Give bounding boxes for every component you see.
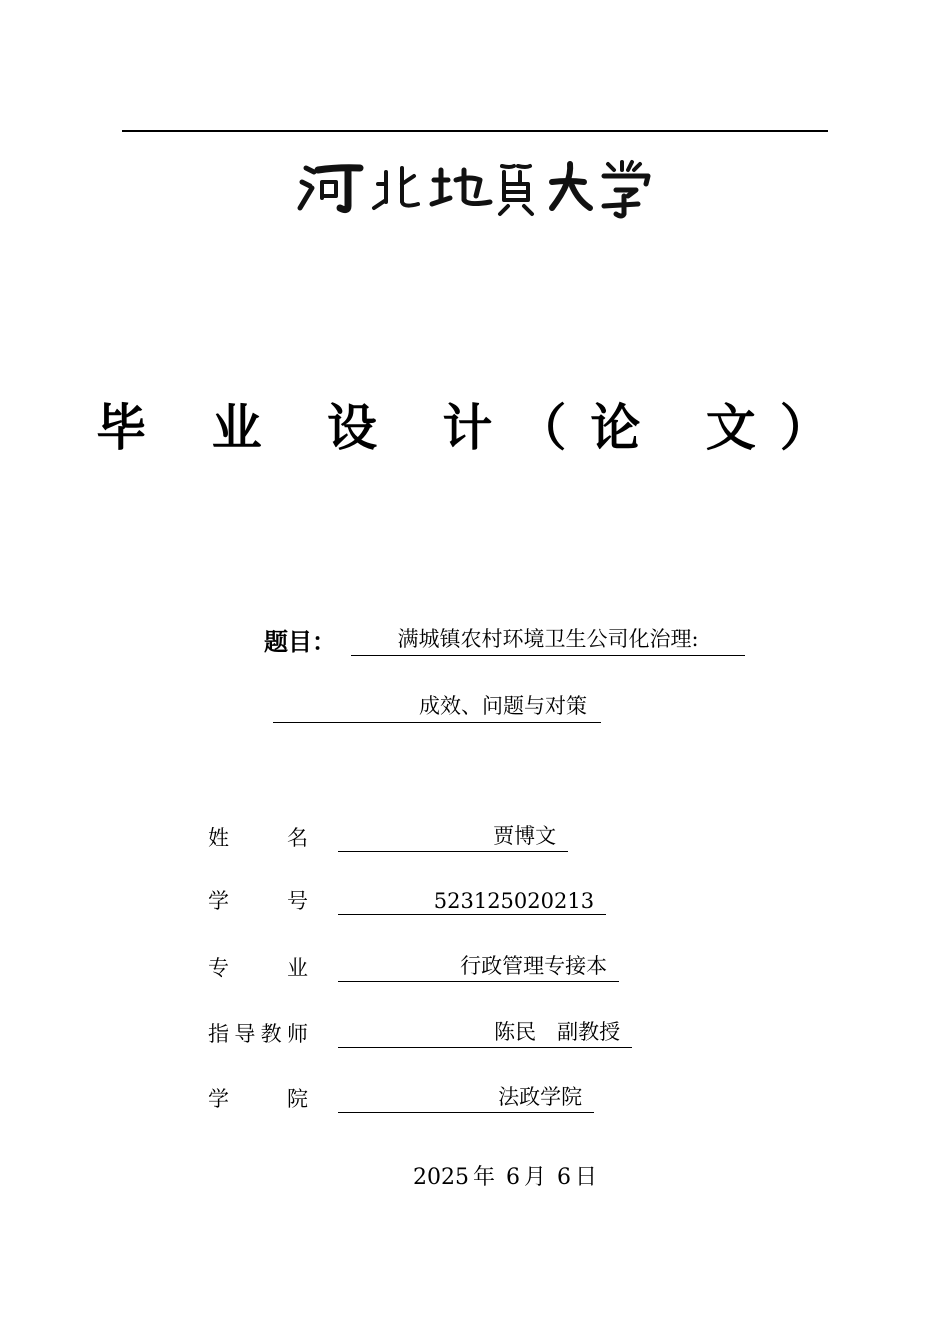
info-row-college	[208, 1081, 594, 1111]
university-calligraphy-logo	[290, 150, 660, 220]
info-value: 陈民 副教授	[338, 1016, 632, 1048]
info-row-advisor	[208, 1016, 632, 1046]
date-day: 6	[557, 1165, 571, 1190]
info-row-major	[208, 950, 619, 980]
top-rule	[122, 130, 828, 132]
info-label: 姓名	[208, 826, 308, 850]
topic-line1: 满城镇农村环境卫生公司化治理:	[351, 623, 745, 656]
info-value: 行政管理专接本	[338, 950, 619, 982]
info-value: 贾博文	[338, 820, 568, 852]
topic-line2: 成效、问题与对策	[273, 690, 601, 723]
date-day-unit: 日	[575, 1165, 598, 1190]
topic-label: 题目：	[264, 628, 336, 656]
info-value: 法政学院	[338, 1081, 594, 1113]
info-row-student-id	[208, 885, 606, 915]
university-logo	[290, 150, 660, 220]
info-label: 学号	[208, 889, 308, 913]
info-label: 指导教师	[208, 1022, 308, 1046]
thesis-title: 毕 业 设 计（论 文）	[96, 399, 854, 457]
topic-row	[264, 622, 745, 662]
info-label: 学院	[208, 1087, 308, 1111]
date-month: 6	[505, 1165, 520, 1190]
submission-date	[0, 1160, 950, 1191]
info-row-name	[208, 820, 568, 850]
date-month-unit: 月	[523, 1165, 546, 1190]
topic-row-2	[273, 690, 601, 723]
info-value: 523125020213	[338, 889, 606, 915]
date-year-unit: 年	[472, 1165, 495, 1190]
info-label: 专业	[208, 956, 308, 980]
date-year: 2025	[412, 1165, 469, 1190]
